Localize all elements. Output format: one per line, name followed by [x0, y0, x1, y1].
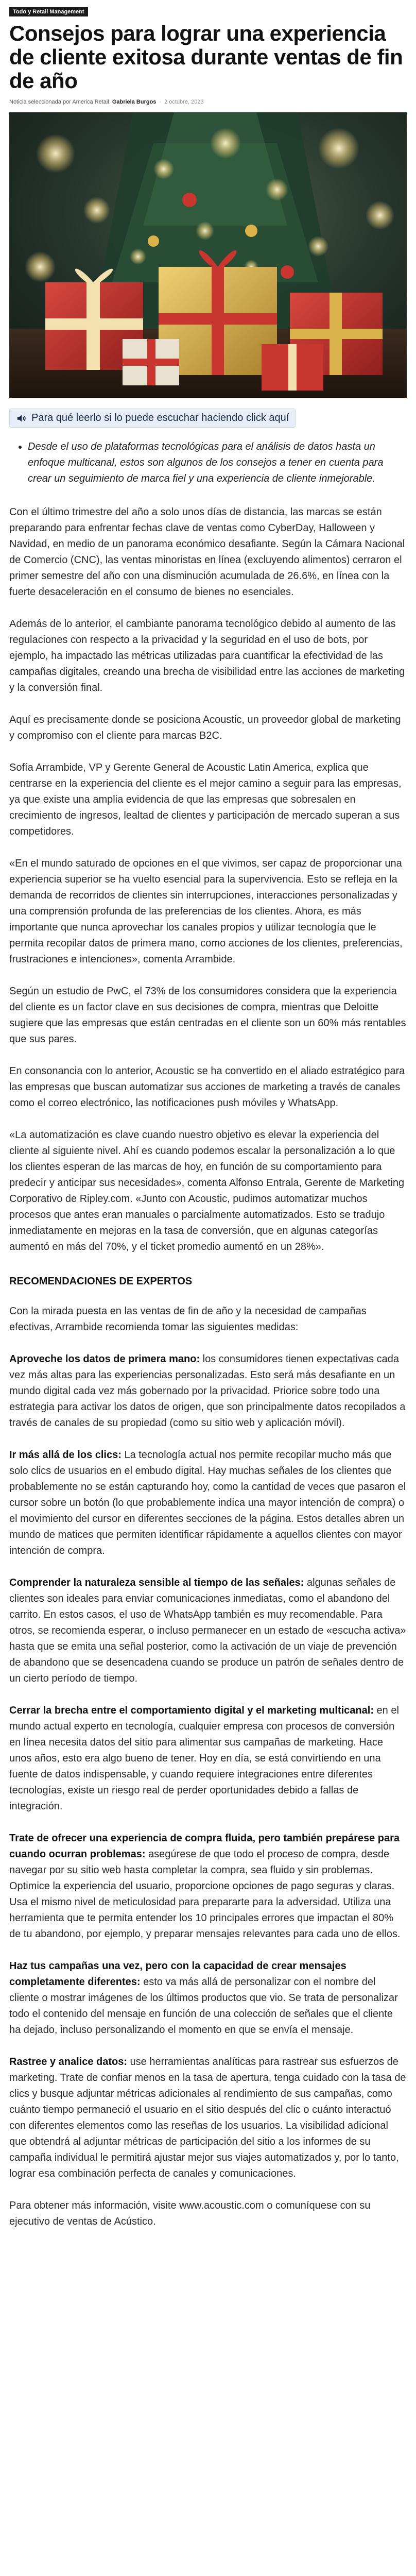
paragraph: Aquí es precisamente donde se posiciona Acoustic, un proveedor global de marketing y compromiso con el cliente para marcas B2C.	[9, 714, 401, 741]
listen-audio-button[interactable]	[9, 409, 296, 428]
paragraph: «En el mundo saturado de opciones en el que vivimos, ser capaz de proporcionar una experiencia superior se ha vuelto esencial para la supervivencia. Esto se refleja en la demanda de recorridos de clientes sin interrupciones, interacciones personalizadas y una comprensión profunda de las preferencias de los clientes. Ahora, es más importante que nunca aprovechar los canales propios y utilizar tecnología que le permita recopilar datos de primera mano, como acciones de los clientes, preferencias, frustraciones e intenciones», comenta Arrambide.	[9, 858, 403, 965]
closing-rest: o comuníquese con su ejecutivo de ventas de Acústico.	[9, 2200, 371, 2227]
article-meta	[9, 99, 407, 105]
publish-date: 2 octubre, 2023	[164, 99, 204, 105]
article-highlights	[9, 439, 407, 487]
christmas-gifts-illustration	[9, 112, 407, 398]
recommendation-title: Haz tus campañas una vez, pero con la capacidad de crear mensajes completamente diferentes:	[9, 1960, 346, 1988]
closing-text: Para obtener más información, visite	[9, 2200, 180, 2211]
recommendation-title: Trate de ofrecer una experiencia de compra fluida, pero también prepárese para cuando ocurran problemas:	[9, 1833, 400, 1860]
speaker-icon	[16, 413, 27, 424]
paragraph: Además de lo anterior, el cambiante panorama tecnológico debido al aumento de las regulaciones con respecto a la privacidad y la seguridad en el uso de bots, por ejemplo, ha impactado las métricas utilizadas para cuantificar la efectividad de las campañas digitales, creando una brecha de visibilidad entre las acciones de marketing y la conversión final.	[9, 618, 405, 693]
paragraph: Con la mirada puesta en las ventas de fin de año y la necesidad de campañas efectivas, Arrambide recomienda tomar las siguientes medidas:	[9, 1306, 367, 1333]
recommendation-text: algunas señales de clientes son ideales para enviar comunicaciones inmediatas, como el abandono del carrito. En estos casos, el uso de WhatsApp también es muy recomendable. Para otros, se recomienda esperar, o incluso permanecer en un estado de «escucha activa» hasta que se emita una señal posterior, como la activación de un viaje de prevención de abandono que se desencadena cuando se produce un patrón de señales dentro de un cierto período de tiempo.	[9, 1577, 406, 1684]
recommendation-title: Ir más allá de los clics:	[9, 1449, 122, 1461]
recommendation-text: use herramientas analíticas para rastrear sus esfuerzos de marketing. Trate de confiar menos en la tasa de apertura, tenga cuidado con la tasa de clics y busque adjuntar métricas adicionales al rendimiento de sus campañas, como cuánto tiempo permaneció el usuario en el sitio después del clic o cuánto interactuó con diferentes elementos como las reseñas de los usuarios. La visibilidad adicional que obtendrá al adjuntar métricas de participación del sitio a los informes de su campaña individual le permitirá ajustar mejor sus viajes automatizados y, por lo tanto, lograr esa combinación perfecta de canales y comunicaciones.	[9, 2056, 406, 2179]
article-body	[9, 504, 407, 2230]
bottom-spacer	[9, 2230, 407, 2250]
recommendation-item	[9, 1703, 407, 1815]
recommendation-text: esto va más allá de personalizar con el nombre del cliente o mostrar imágenes de los últimos productos que vio. Se trata de personalizar todo el contenido del mensaje en función de una colección de señales que el cliente ha dejado, incluso personalizando el momento en que se envía el mensaje.	[9, 1976, 398, 2036]
paragraph: «La automatización es clave cuando nuestro objetivo es elevar la experiencia del cliente al siguiente nivel. Ahí es cuando podemos escalar la personalización a lo que los clientes esperan de las marcas de hoy, en función de su comportamiento para predecir y anticipar sus necesidades», comenta Alfonso Entrala, Gerente de Marketing Corporativo de Ripley.com. «Junto con Acoustic, pudimos automatizar muchos procesos que antes eran manuales o parcialmente automatizados. Esto se tradujo inmediatamente en mejoras en la tasa de conversión, que en algunas categorías aumentó en más del 70%, y el ticket promedio aumentó en un 28%».	[9, 1129, 405, 1252]
recommendation-item	[9, 1351, 407, 1431]
hero-image	[9, 112, 407, 398]
recommendation-title: Aproveche los datos de primera mano:	[9, 1353, 200, 1365]
recommendation-item	[9, 1447, 407, 1559]
recommendation-item	[9, 1958, 407, 2038]
paragraph: Sofía Arrambide, VP y Gerente General de Acoustic Latin America, explica que centrarse en la experiencia del cliente es el mejor camino a seguir para las empresas, ya que existe una amplia evidencia de que las empresas que sobresalen en crecimiento de ingresos, lealtad de clientes y participación de mercado superan a sus competidores.	[9, 762, 402, 837]
paragraph: Según un estudio de PwC, el 73% de los consumidores considera que la experiencia del cliente es un factor clave en sus decisiones de compra, mientras que Deloitte sugiere que las empresas que están centradas en el cliente son un 60% más rentables que sus pares.	[9, 986, 406, 1045]
closing-paragraph	[9, 2198, 407, 2230]
recommendation-text: asegúrese de que todo el proceso de compra, desde navegar por su sitio web hasta completar la compra, sea fluido y sin problemas. Optimice la experiencia del usuario, proporcione opciones de pago seguras y claras. Usa el mismo nivel de meticulosidad para prepararte para la adversidad. Utiliza una herramienta que te permita entender los 10 principales errores que impactan el 80% de tu abandono, por ejemplo, y preparar mensajes relevantes para cada uno de ellos.	[9, 1849, 401, 1940]
listen-audio-label: Para qué leerlo si lo puede escuchar haciendo click aquí	[31, 412, 289, 423]
recommendation-title: Cerrar la brecha entre el comportamiento digital y el marketing multicanal:	[9, 1705, 374, 1716]
recommendation-title: Comprender la naturaleza sensible al tiempo de las señales:	[9, 1577, 304, 1588]
recommendation-text: La tecnología actual nos permite recopilar mucho más que solo clics de usuarios en el embudo digital. Hay muchas señales de los clientes que probablemente no se están capturando hoy, como la cantidad de veces que pasaron el cursor sobre un botón (lo que probablemente indica una mayor intención de compra) o el movimiento del cursor en diferentes secciones de la página. Estos detalles abren un mundo de matices que permiten identificar rápidamente a aquellos clientes con mayor intención de compra.	[9, 1449, 406, 1556]
highlight-item: • Desde el uso de plataformas tecnológicas para el análisis de datos hasta un enfoque multicanal, estos son algunos de los consejos a tener en cuenta para crear un seguimiento de marca fiel y una experiencia de cliente inmejorable.	[28, 439, 407, 487]
recommendation-text: en el mundo actual experto en tecnología, cualquier empresa con procesos de conversión en línea necesita datos del sitio para alimentar sus campañas de marketing. Hace unos años, esto era algo bueno de tener. Hoy en día, se está convirtiendo en una fuente de datos indispensable, y cuando requiere integraciones entre diferentes tecnologías, existe un riesgo real de perder oportunidades debido a fallas de integración.	[9, 1705, 399, 1812]
section-heading: RECOMENDACIONES DE EXPERTOS	[9, 1276, 193, 1287]
meta-separator: ·	[159, 99, 162, 105]
recommendation-item	[9, 1575, 407, 1687]
recommendation-item	[9, 2054, 407, 2182]
paragraph: En consonancia con lo anterior, Acoustic se ha convertido en el aliado estratégico para las empresas que buscan automatizar sus acciones de marketing a través de canales como el correo electrónico, las notificaciones push móviles y WhatsApp.	[9, 1065, 405, 1109]
recommendation-item	[9, 1831, 407, 1942]
author-link[interactable]: Gabriela Burgos	[112, 99, 157, 105]
acoustic-website-link[interactable]: www.acoustic.com	[179, 2200, 264, 2211]
recommendation-text: los consumidores tienen expectativas cada vez más altas para las experiencias personalizadas. Esto será más desafiante en un mundo digital cada vez más gobernado por la privacidad. Priorice sobre todo una estrategia para activar los datos de origen, que son principalmente datos recopilados a través de canales de su propiedad (como su sitio web y aplicación móvil).	[9, 1353, 406, 1429]
article-title: Consejos para lograr una experiencia de cliente exitosa durante ventas de fin de año	[9, 21, 403, 93]
category-badge[interactable]: Todo y Retail Management	[9, 7, 88, 16]
paragraph: Con el último trimestre del año a solo unos días de distancia, las marcas se están preparando para enfrentar fechas clave de ventas como CyberDay, Halloween y Navidad, en medio de un panorama económico desafiante. Según la Cámara Nacional de Comercio (CNC), las ventas minoristas en línea (excluyendo alimentos) cerraron el primer semestre del año con una disminución acumulada de 26.6%, en línea con la fuerte desaceleración en el consumo de bienes no esenciales.	[9, 506, 405, 598]
meta-prefix: Noticia seleccionada por America Retail	[9, 99, 109, 105]
recommendation-title: Rastree y analice datos:	[9, 2056, 127, 2067]
